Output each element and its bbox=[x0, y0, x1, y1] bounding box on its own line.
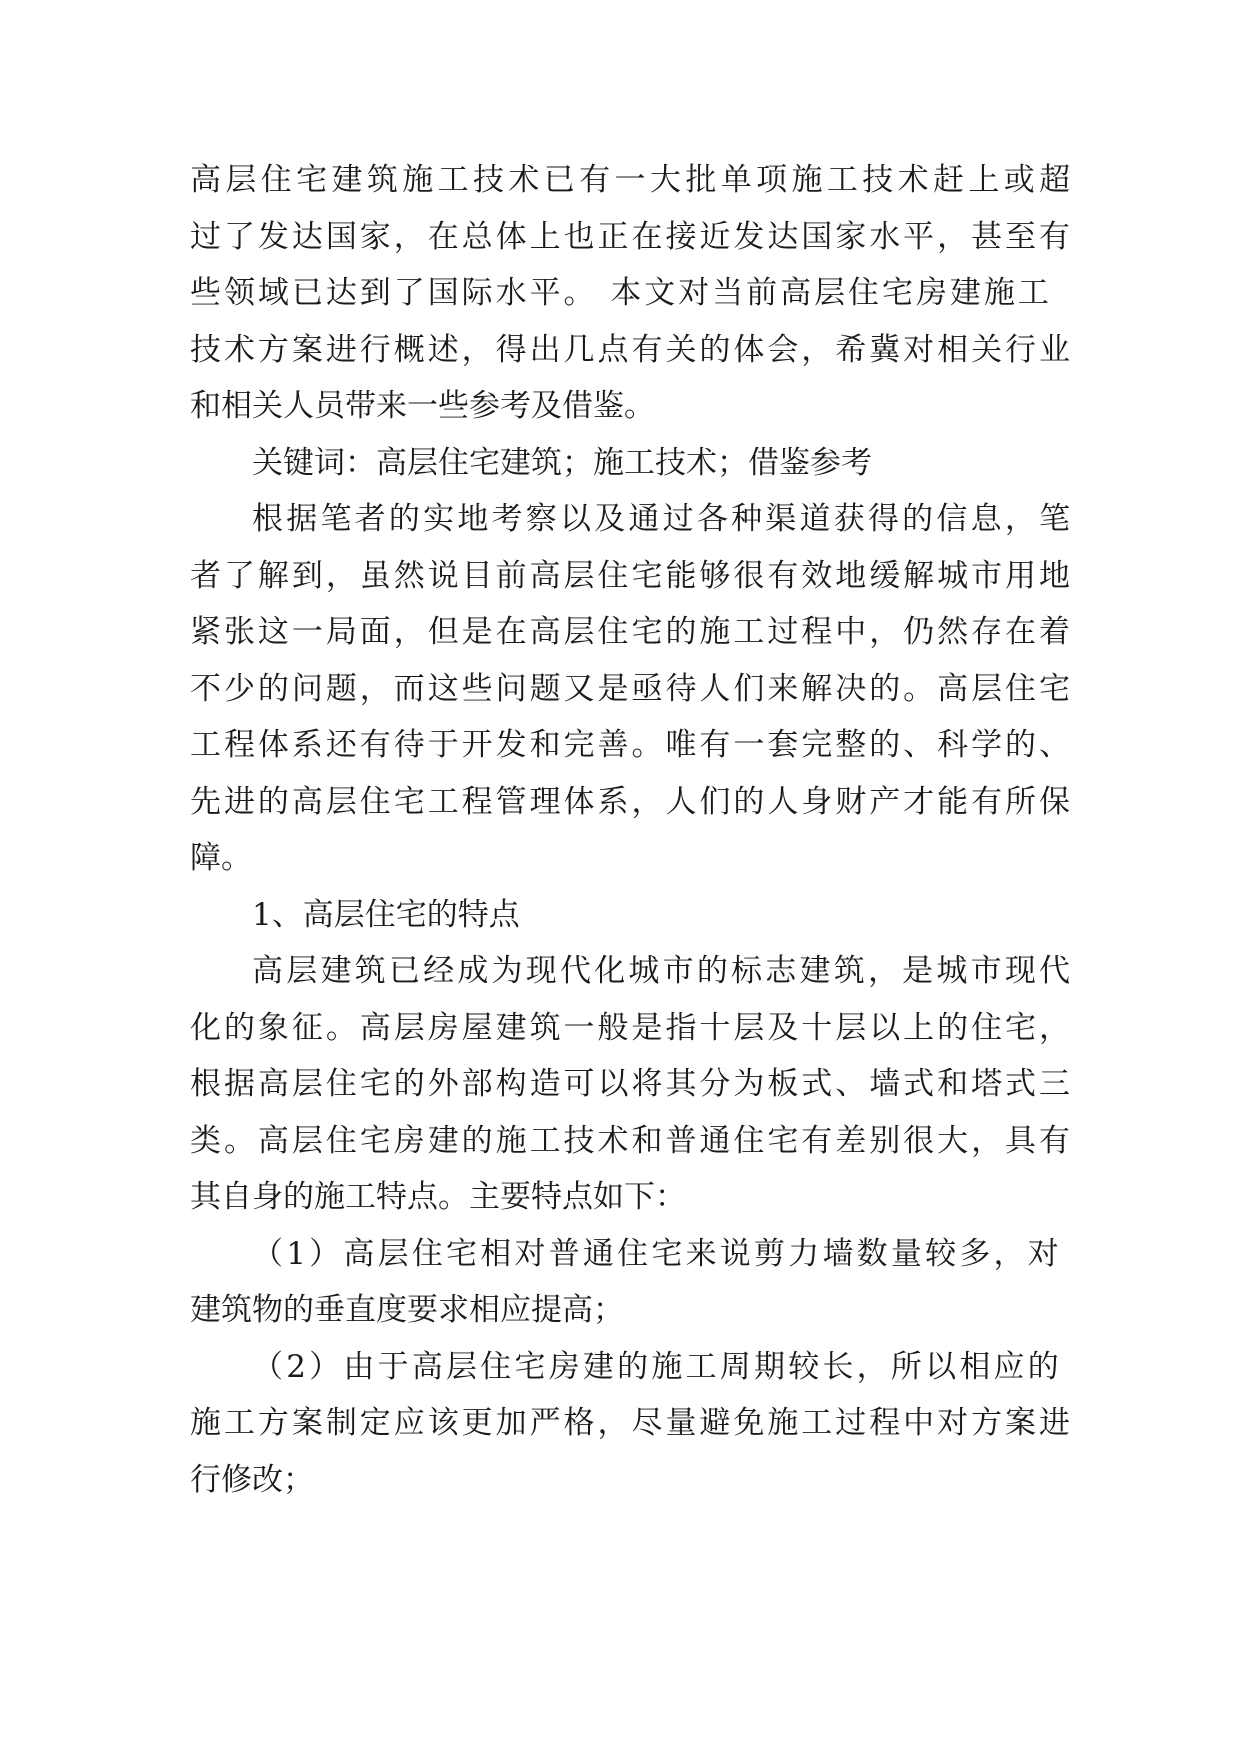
text-line: 者了解到，虽然说目前高层住宅能够很有效地缓解城市用地 bbox=[190, 557, 1073, 594]
text-line: 施工方案制定应该更加严格，尽量避免施工过程中对方案进 bbox=[190, 1405, 1073, 1441]
list-item-line: （2）由于高层住宅房建的施工周期较长，所以相应的 bbox=[252, 1348, 1063, 1385]
text-line: 高层建筑已经成为现代化城市的标志建筑，是城市现代 bbox=[252, 953, 1074, 989]
text-line: 不少的问题，而这些问题又是亟待人们来解决的。高层住宅 bbox=[190, 670, 1073, 707]
text-line: 些领域已达到了国际水平。 本文对当前高层住宅房建施工 bbox=[190, 275, 1052, 311]
text-line: 工程体系还有待于开发和完善。唯有一套完整的、科学的、 bbox=[190, 727, 1073, 763]
text-line: 障。 bbox=[190, 840, 252, 876]
list-item-line: （1）高层住宅相对普通住宅来说剪力墙数量较多，对 bbox=[252, 1235, 1063, 1272]
text-line: 紧张这一局面，但是在高层住宅的施工过程中，仍然存在着 bbox=[190, 614, 1073, 650]
text-line: 高层住宅建筑施工技术已有一大批单项施工技术赶上或超 bbox=[190, 162, 1075, 198]
text-line: 技术方案进行概述，得出几点有关的体会，希冀对相关行业 bbox=[190, 331, 1073, 368]
text-line: 过了发达国家，在总体上也正在接近发达国家水平，甚至有 bbox=[190, 218, 1073, 255]
text-line: 和相关人员带来一些参考及借鉴。 bbox=[190, 388, 655, 424]
text-line: 建筑物的垂直度要求相应提高； bbox=[190, 1292, 624, 1328]
keywords-line: 关键词：高层住宅建筑；施工技术；借鉴参考 bbox=[252, 444, 872, 481]
text-line: 类。高层住宅房建的施工技术和普通住宅有差别很大，具有 bbox=[190, 1122, 1073, 1159]
text-line: 其自身的施工特点。主要特点如下： bbox=[190, 1179, 686, 1215]
text-line: 先进的高层住宅工程管理体系，人们的人身财产才能有所保 bbox=[190, 783, 1073, 820]
text-line: 行修改； bbox=[190, 1461, 314, 1498]
section-heading: 1、高层住宅的特点 bbox=[252, 896, 520, 933]
text-line: 根据笔者的实地考察以及通过各种渠道获得的信息，笔 bbox=[252, 501, 1074, 537]
text-line: 化的象征。高层房屋建筑一般是指十层及十层以上的住宅， bbox=[190, 1009, 1073, 1046]
text-line: 根据高层住宅的外部构造可以将其分为板式、墙式和塔式三 bbox=[190, 1066, 1073, 1102]
